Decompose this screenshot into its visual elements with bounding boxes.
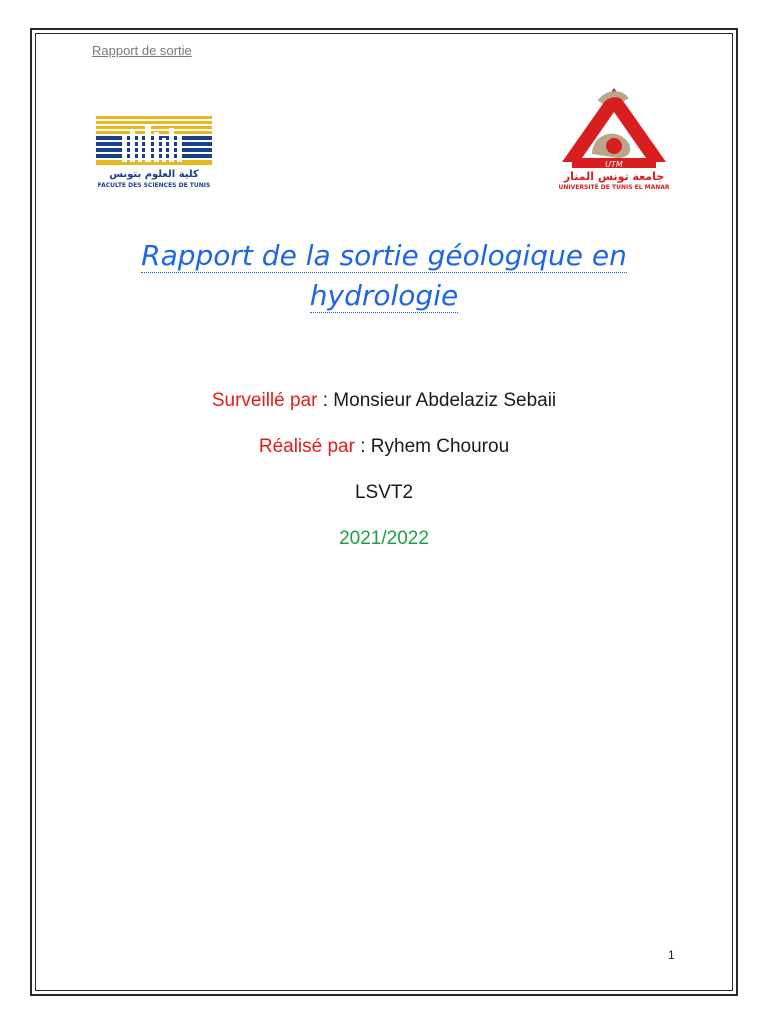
class-name: LSVT2: [354, 482, 414, 503]
page-header: Rapport de sortie: [92, 43, 192, 58]
university-logo-acronym: UTM: [605, 160, 623, 169]
academic-year: 2021/2022: [339, 528, 429, 549]
university-logo-arabic: جامعة تونس المنار: [563, 170, 665, 183]
university-logo: [552, 84, 676, 192]
title-line-1: Rapport de la sortie géologique en: [141, 239, 627, 272]
author-label: Réalisé par: [258, 436, 355, 457]
author-line: [60, 436, 708, 458]
supervisor-name: Monsieur Abdelaziz Sebaii: [333, 390, 557, 411]
document-title: [60, 236, 708, 316]
faculty-logo-arabic: كلية العلوم بتونس: [109, 169, 199, 180]
supervisor-line: [60, 390, 708, 412]
faculty-logo-french: FACULTE DES SCIENCES DE TUNIS: [97, 182, 211, 189]
faculty-logo: [96, 116, 212, 190]
title-line-2: hydrologie: [309, 279, 459, 312]
university-logo-french: UNIVERSITÉ DE TUNIS EL MANAR: [558, 184, 670, 191]
supervisor-separator: :: [317, 390, 334, 411]
author-separator: :: [354, 436, 371, 457]
page-number: 1: [668, 948, 675, 962]
supervisor-label: Surveillé par: [211, 390, 318, 411]
author-name: Ryhem Chourou: [370, 436, 510, 457]
